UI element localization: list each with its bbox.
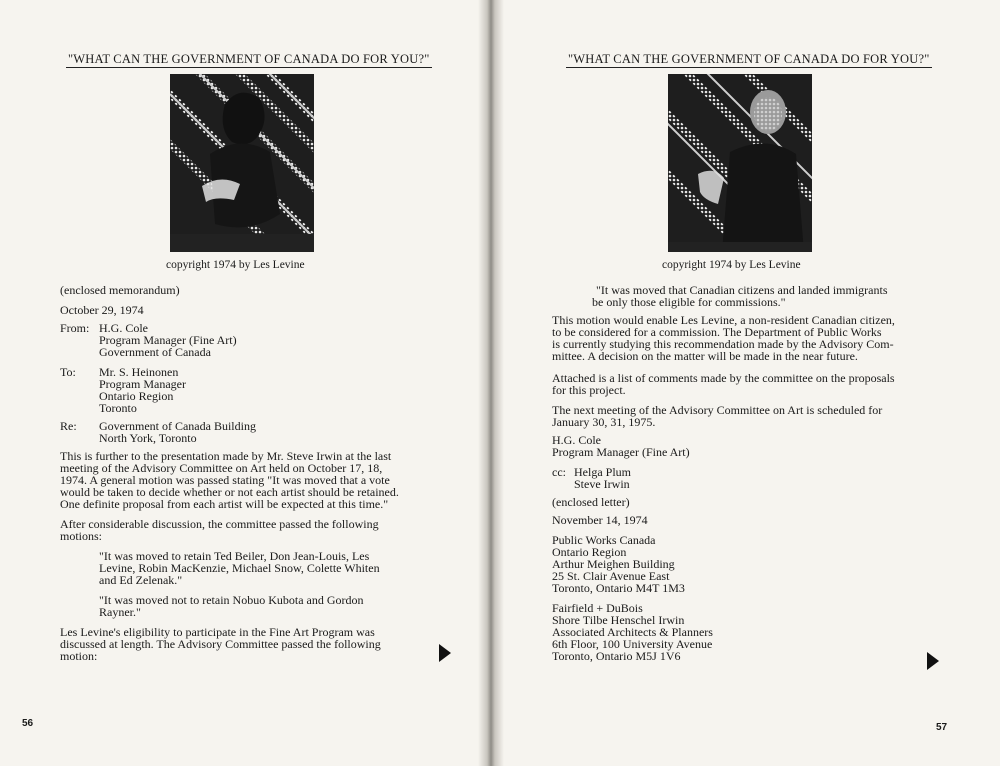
re-line: North York, Toronto <box>99 431 197 445</box>
to-line: Ontario Region <box>99 389 174 403</box>
from-line: Program Manager (Fine Art) <box>99 333 237 347</box>
to-line: Toronto <box>99 401 137 415</box>
to-label: To: <box>60 365 76 379</box>
left-para1-line: One definite proposal from each artist will be expected at this time." <box>60 497 389 511</box>
left-page-number: 56 <box>22 718 34 729</box>
left-para1-line: meeting of the Advisory Committee on Art held on October 17, 18, <box>60 461 383 475</box>
left-para1-line: This is further to the presentation made by Mr. Steve Irwin at the last <box>60 449 392 463</box>
address1-line: Toronto, Ontario M4T 1M3 <box>552 581 685 595</box>
left-quote2-line: "It was moved not to retain Nobuo Kubota and Gordon <box>99 593 364 607</box>
continue-arrow-icon <box>926 650 940 672</box>
address2-line: Shore Tilbe Henschel Irwin <box>552 613 685 627</box>
right-para1-line: to be considered for a commission. The Department of Public Works <box>552 325 882 339</box>
left-page <box>0 0 488 766</box>
to-line: Program Manager <box>99 377 186 391</box>
to-line: Mr. S. Heinonen <box>99 365 179 379</box>
left-quote1-line: Levine, Robin MacKenzie, Michael Snow, Colette Whiten <box>99 561 380 575</box>
right-halftone-photo <box>668 74 812 252</box>
left-quote2-line: Rayner." <box>99 605 141 619</box>
right-para2-line: Attached is a list of comments made by the committee on the proposals <box>552 371 895 385</box>
cc-label: cc: <box>552 465 566 479</box>
left-para3-line: motion: <box>60 649 98 663</box>
re-line: Government of Canada Building <box>99 419 256 433</box>
address1-line: Public Works Canada <box>552 533 656 547</box>
left-quote1-line: and Ed Zelenak." <box>99 573 183 587</box>
left-memo-date: October 29, 1974 <box>60 303 144 317</box>
right-quote-line: be only those eligible for commissions." <box>592 295 786 309</box>
signature-line: H.G. Cole <box>552 433 601 447</box>
cc-line: Steve Irwin <box>574 477 630 491</box>
right-letter-date: November 14, 1974 <box>552 513 648 527</box>
left-page-heading: "WHAT CAN THE GOVERNMENT OF CANADA DO FOR YOU?" <box>68 52 430 66</box>
from-line: H.G. Cole <box>99 321 148 335</box>
right-para2-line: for this project. <box>552 383 626 397</box>
address2-line: Associated Architects & Planners <box>552 625 713 639</box>
right-page-number: 57 <box>936 722 948 733</box>
right-para3-line: The next meeting of the Advisory Committee on Art is scheduled for <box>552 403 883 417</box>
right-photo-caption: copyright 1974 by Les Levine <box>662 259 801 271</box>
address1-line: Ontario Region <box>552 545 627 559</box>
continue-arrow-icon <box>438 642 452 664</box>
left-para1-line: 1974. A general motion was passed stating "It was moved that a vote <box>60 473 390 487</box>
left-quote1-line: "It was moved to retain Ted Beiler, Don Jean-Louis, Les <box>99 549 370 563</box>
address2-line: Toronto, Ontario M5J 1V6 <box>552 649 681 663</box>
right-para1-line: is currently studying this recommendation made by the Advisory Com- <box>552 337 894 351</box>
re-label: Re: <box>60 419 77 433</box>
left-enclosed-note: (enclosed memorandum) <box>60 283 180 297</box>
left-para1-line: would be taken to decide whether or not each artist should be retained. <box>60 485 399 499</box>
book-gutter <box>478 0 504 766</box>
right-quote-line: "It was moved that Canadian citizens and landed immigrants <box>596 283 888 297</box>
address1-line: Arthur Meighen Building <box>552 557 675 571</box>
address2-line: Fairfield + DuBois <box>552 601 643 615</box>
left-halftone-photo <box>170 74 314 252</box>
from-line: Government of Canada <box>99 345 211 359</box>
from-label: From: <box>60 321 90 335</box>
left-para3-line: discussed at length. The Advisory Committee passed the following <box>60 637 381 651</box>
address2-line: 6th Floor, 100 University Avenue <box>552 637 713 651</box>
cc-line: Helga Plum <box>574 465 631 479</box>
right-enclosed-note: (enclosed letter) <box>552 495 630 509</box>
right-page <box>496 0 1000 766</box>
left-para3-line: Les Levine's eligibility to participate in the Fine Art Program was <box>60 625 375 639</box>
right-para3-line: January 30, 31, 1975. <box>552 415 656 429</box>
address1-line: 25 St. Clair Avenue East <box>552 569 670 583</box>
right-para1-line: This motion would enable Les Levine, a non-resident Canadian citizen, <box>552 313 895 327</box>
right-para1-line: mittee. A decision on the matter will be made in the near future. <box>552 349 858 363</box>
left-para2-line: motions: <box>60 529 103 543</box>
right-page-heading: "WHAT CAN THE GOVERNMENT OF CANADA DO FOR YOU?" <box>568 52 930 66</box>
left-photo-caption: copyright 1974 by Les Levine <box>166 259 305 271</box>
signature-line: Program Manager (Fine Art) <box>552 445 690 459</box>
left-para2-line: After considerable discussion, the committee passed the following <box>60 517 379 531</box>
